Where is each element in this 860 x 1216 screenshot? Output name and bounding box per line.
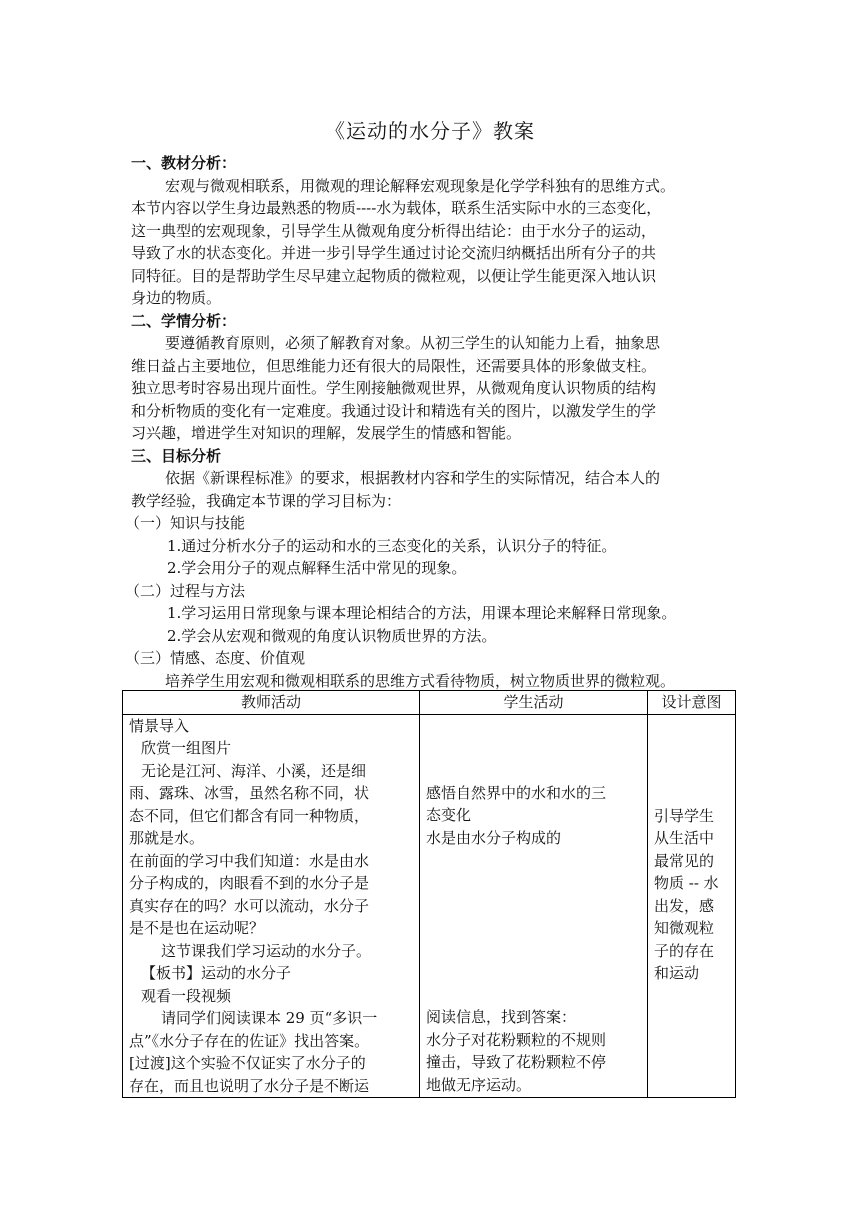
teacher-activity-cell — [123, 714, 420, 1098]
cell-line: [过渡]这个实验不仅证实了水分子的 — [129, 1054, 366, 1072]
paragraph-line: 宏观与微观相联系，用微观的理论解释宏观现象是化学学科独有的思维方式。 — [165, 176, 676, 195]
goal-item: 1.通过分析水分子的运动和水的三态变化的关系，认识分子的特征。 — [167, 536, 617, 555]
cell-line: 阅读信息，找到答案： — [426, 1008, 577, 1026]
paragraph-line: 导致了水的状态变化。并进一步引导学生通过讨论交流归纳概括出所有分子的共 — [131, 244, 657, 262]
cell-line: 存在，而且也说明了水分子是不断运 — [129, 1076, 370, 1095]
goal-item: 2.学会用分子的观点解释生活中常见的现象。 — [167, 559, 467, 577]
lesson-plan-table — [122, 690, 736, 1098]
paragraph-line: 这一典型的宏观现象，引导学生从微观角度分析得出结论：由于水分子的运动， — [131, 221, 657, 240]
cell-line: 分子构成的，肉眼看不到的水分子是 — [129, 874, 370, 892]
header-teacher-activity: 教师活动 — [123, 691, 420, 715]
table-header-row — [123, 691, 736, 715]
cell-line: 在前面的学习中我们知道：水是由水 — [129, 851, 370, 870]
cell-line: 态不同，但它们都含有同一种物质， — [129, 806, 370, 825]
cell-line: 引导学生 — [654, 806, 715, 825]
cell-line: 态变化 — [426, 806, 472, 824]
cell-line: 【板书】运动的水分子 — [141, 964, 292, 982]
document-title: 《运动的水分子》教案 — [325, 119, 535, 143]
paragraph-line: 维日益占主要地位，但思维能力还有很大的局限性，还需要具体的形象做支柱。 — [131, 356, 657, 375]
goal-heading-knowledge: （一）知识与技能 — [125, 514, 246, 532]
section-heading-student-analysis: 二、学情分析： — [131, 311, 237, 330]
cell-line: 子的存在 — [654, 941, 715, 960]
cell-line: 欣赏一组图片 — [141, 739, 232, 757]
paragraph-line: 身边的物质。 — [131, 289, 222, 307]
cell-line: 出发，感 — [654, 896, 715, 915]
cell-line: 那就是水。 — [129, 829, 205, 847]
paragraph-line: 本节内容以学生身边最熟悉的物质----水为载体，联系生活实际中水的三态变化， — [131, 199, 662, 217]
cell-line: 情景导入 — [129, 716, 190, 735]
goal-item: 培养学生用宏观和微观相联系的思维方式看待物质，树立物质世界的微粒观。 — [165, 671, 676, 690]
design-intent-cell — [648, 714, 736, 1098]
goal-heading-emotion: （三）情感、态度、价值观 — [125, 649, 306, 667]
goal-item: 1.学习运用日常现象与课本理论相结合的方法，用课本理论来解释日常现象。 — [167, 604, 677, 622]
cell-line: 无论是江河、海洋、小溪，还是细 — [141, 761, 367, 780]
student-activity-cell — [420, 714, 648, 1098]
cell-line: 点”《水分子存在的佐证》找出答案。 — [129, 1031, 370, 1050]
section-heading-material-analysis: 一、教材分析： — [131, 154, 237, 172]
cell-line: 从生活中 — [654, 829, 715, 847]
paragraph-line: 依据《新课程标准》的要求，根据教材内容和学生的实际情况，结合本人的 — [165, 469, 661, 487]
paragraph-line: 习兴趣，增进学生对知识的理解，发展学生的情感和智能。 — [131, 424, 522, 442]
paragraph-line: 要遵循教育原则，必须了解教育对象。从初三学生的认知能力上看，抽象思 — [165, 334, 661, 352]
cell-line: 地做无序运动。 — [426, 1075, 532, 1094]
goal-item: 2.学会从宏观和微观的角度认识物质世界的方法。 — [167, 626, 497, 645]
cell-line: 水是由水分子构成的 — [426, 828, 562, 847]
table-row — [123, 714, 736, 1098]
cell-line: 这节课我们学习运动的水分子。 — [161, 941, 372, 960]
cell-line: 最常见的 — [654, 851, 715, 870]
cell-line: 雨、露珠、冰雪，虽然名称不同，状 — [129, 784, 370, 802]
cell-line: 是不是也在运动呢？ — [129, 919, 265, 937]
cell-line: 真实存在的吗？水可以流动，水分子 — [129, 896, 370, 915]
paragraph-line: 教学经验，我确定本节课的学习目标为： — [131, 491, 402, 510]
goal-heading-process: （二）过程与方法 — [125, 581, 246, 600]
section-heading-goal-analysis: 三、目标分析 — [131, 446, 222, 465]
paragraph-line: 和分析物质的变化有一定难度。我通过设计和精选有关的图片，以激发学生的学 — [131, 401, 657, 420]
header-student-activity: 学生活动 — [420, 691, 648, 715]
document-body — [125, 152, 731, 692]
header-design-intent: 设计意图 — [648, 691, 736, 715]
cell-line: 和运动 — [654, 964, 700, 982]
cell-line: 请同学们阅读课本 29 页“多识一 — [161, 1009, 378, 1027]
cell-line: 感悟自然界中的水和水的三 — [426, 783, 607, 802]
cell-line: 观看一段视频 — [141, 986, 232, 1005]
cell-line: 撞击，导致了花粉颗粒不停 — [426, 1053, 607, 1071]
paragraph-line: 独立思考时容易出现片面性。学生刚接触微观世界，从微观角度认识物质的结构 — [131, 379, 657, 397]
cell-line: 水分子对花粉颗粒的不规则 — [426, 1030, 607, 1049]
cell-line: 物质 -- 水 — [654, 874, 719, 892]
cell-line: 知微观粒 — [654, 919, 715, 937]
paragraph-line: 同特征。目的是帮助学生尽早建立起物质的微粒观，以便让学生能更深入地认识 — [131, 266, 657, 285]
